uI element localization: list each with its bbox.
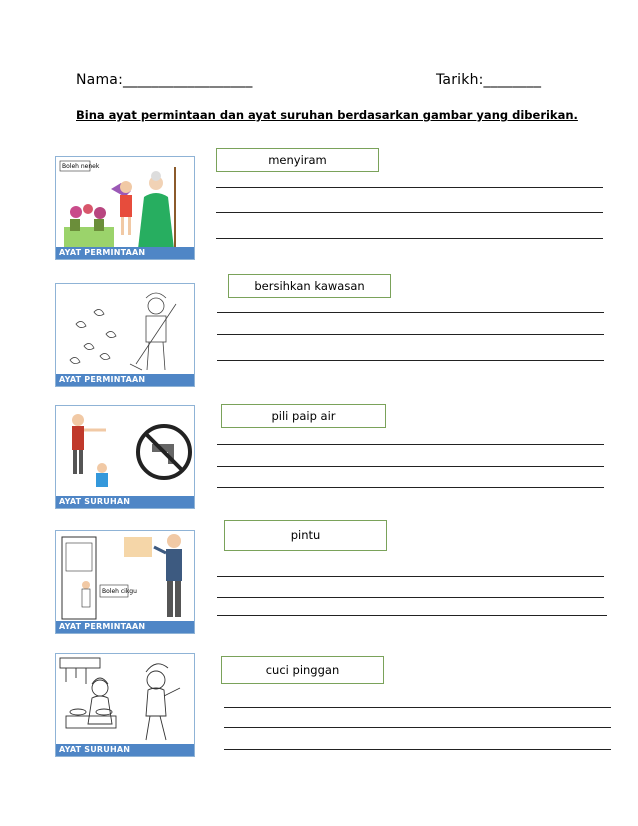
keyword-box-pili-paip-air: pili paip air: [221, 404, 386, 428]
answer-line[interactable]: [217, 444, 604, 445]
picture-watering-flowers: [55, 156, 195, 260]
keyword-box-pintu: pintu: [224, 520, 387, 551]
picture-washing-dishes: [55, 653, 195, 757]
picture-turn-off-tap: [55, 405, 195, 509]
picture-sweeping-leaves: [55, 283, 195, 387]
answer-line[interactable]: [217, 615, 607, 616]
picture-banner: AYAT PERMINTAAN: [56, 247, 194, 259]
picture-banner: AYAT PERMINTAAN: [56, 621, 194, 633]
picture-door-teacher: [55, 530, 195, 634]
answer-line[interactable]: [217, 576, 604, 577]
picture-banner: AYAT PERMINTAAN: [56, 374, 194, 386]
answer-line[interactable]: [217, 312, 604, 313]
answer-line[interactable]: [217, 360, 604, 361]
answer-line[interactable]: [216, 187, 603, 188]
answer-line[interactable]: [224, 727, 611, 728]
speech-bubble-text: Boleh cikgu: [102, 588, 137, 595]
answer-line[interactable]: [217, 334, 604, 335]
answer-line[interactable]: [224, 749, 611, 750]
speech-bubble-text: Boleh nenek: [62, 163, 100, 170]
picture-banner: AYAT SURUHAN: [56, 496, 194, 508]
picture-banner: AYAT SURUHAN: [56, 744, 194, 756]
answer-line[interactable]: [217, 487, 604, 488]
answer-line[interactable]: [216, 212, 603, 213]
nama-field-label: Nama:__________________: [76, 72, 253, 88]
answer-line[interactable]: [224, 707, 611, 708]
answer-line[interactable]: [217, 466, 604, 467]
keyword-box-menyiram: menyiram: [216, 148, 379, 172]
answer-line[interactable]: [216, 238, 603, 239]
instruction-text: Bina ayat permintaan dan ayat suruhan berdasarkan gambar yang diberikan.: [76, 108, 578, 122]
keyword-box-bersihkan-kawasan: bersihkan kawasan: [228, 274, 391, 298]
keyword-box-cuci-pinggan: cuci pinggan: [221, 656, 384, 684]
tarikh-field-label: Tarikh:________: [436, 72, 542, 88]
answer-line[interactable]: [217, 597, 604, 598]
